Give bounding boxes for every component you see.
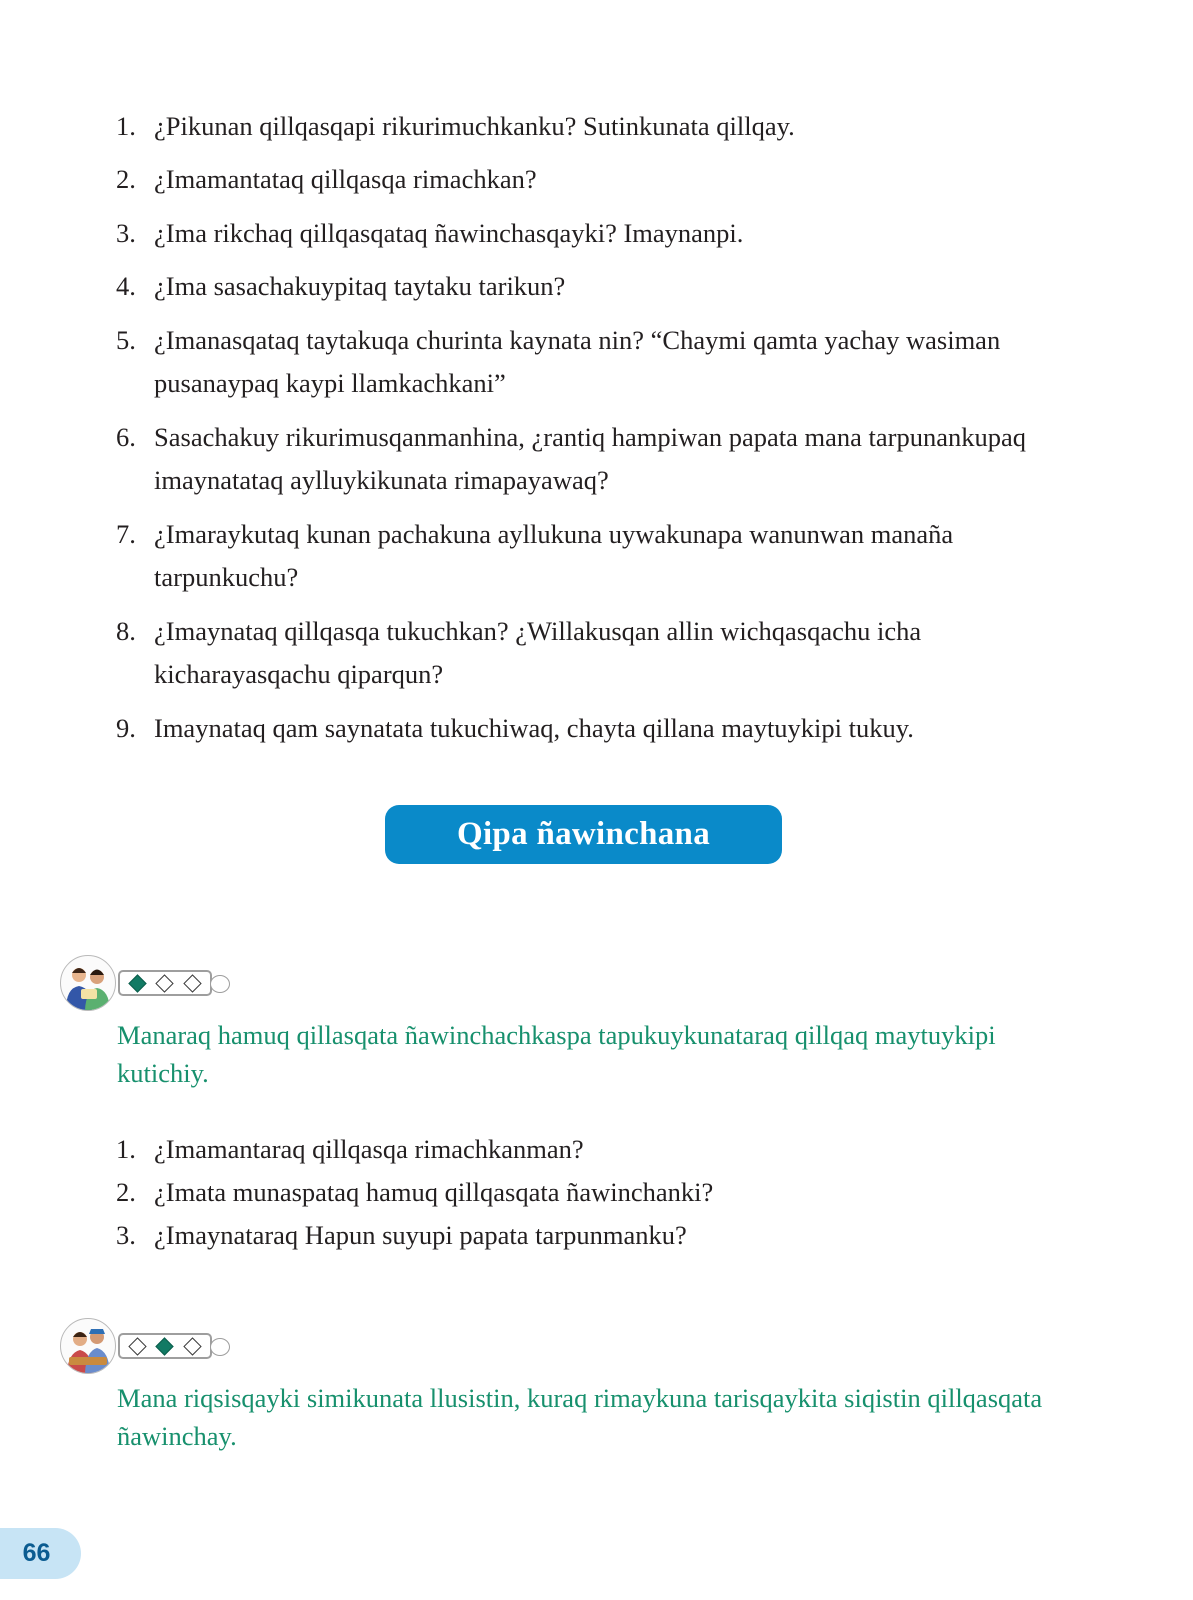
level-indicator: [118, 1333, 212, 1359]
question-item: [116, 158, 1026, 201]
question-item: [116, 513, 1026, 599]
activity-level-indicator: [60, 955, 260, 1011]
question-text: Sasachakuy rikurimusqanmanhina, ¿rantiq hampiwan papata mana tarpunankupaq imaynatataq aylluykikunata rimapayawaq?: [154, 422, 1027, 495]
question-text: ¿Imata munaspataq hamuq qillqasqata ñawinchanki?: [154, 1177, 714, 1207]
question-text: ¿Imamantataq qillqasqa rimachkan?: [154, 164, 537, 194]
activity-question: [116, 1171, 1016, 1214]
activity-level-indicator: [60, 1318, 260, 1374]
question-text: ¿Pikunan qillqasqapi rikurimuchkanku? Sutinkunata qillqay.: [154, 111, 795, 141]
page-number: 66: [0, 1528, 81, 1579]
question-number: 7.: [116, 519, 136, 549]
tag-loop-icon: [210, 975, 230, 993]
question-number: 9.: [116, 713, 136, 743]
question-item: [116, 265, 1026, 308]
question-text: ¿Imanasqataq taytakuqa churinta kaynata nin? “Chaymi qamta yachay wasiman pusanaypaq kaypi llamkachkani”: [154, 325, 1001, 398]
question-number: 2.: [116, 164, 136, 194]
students-reading-icon: [60, 1318, 116, 1374]
level-diamond-empty: [183, 974, 201, 992]
question-text: Imaynataq qam saynatata tukuchiwaq, chayta qillana maytuykipi tukuy.: [154, 713, 914, 743]
level-diamond-filled: [128, 974, 146, 992]
question-number: 1.: [116, 1134, 136, 1164]
activity-instruction: Mana riqsisqayki simikunata llusistin, kuraq rimaykuna tarisqaykita siqistin qillqasqata ñawinchay.: [117, 1383, 1043, 1451]
question-item: [116, 319, 1026, 405]
tag-loop-icon: [210, 1338, 230, 1356]
question-item: [116, 212, 1026, 255]
question-number: 5.: [116, 325, 136, 355]
question-item: [116, 105, 1026, 148]
question-text: ¿Imaynataraq Hapun suyupi papata tarpunmanku?: [154, 1220, 687, 1250]
question-number: 3.: [116, 218, 136, 248]
activity-question: [116, 1214, 1016, 1257]
level-indicator: [118, 970, 212, 996]
level-diamond-empty: [128, 1337, 146, 1355]
question-number: 2.: [116, 1177, 136, 1207]
question-item: [116, 416, 1026, 502]
level-diamond-filled: [156, 1337, 174, 1355]
question-text: ¿Imaynataq qillqasqa tukuchkan? ¿Willakusqan allin wichqasqachu icha kicharayasqachu qiparqun?: [154, 616, 922, 689]
question-number: 1.: [116, 111, 136, 141]
question-number: 6.: [116, 422, 136, 452]
level-diamond-empty: [156, 974, 174, 992]
question-text: ¿Ima sasachakuypitaq taytaku tarikun?: [154, 271, 566, 301]
question-number: 8.: [116, 616, 136, 646]
question-number: 4.: [116, 271, 136, 301]
question-text: ¿Ima rikchaq qillqasqataq ñawinchasqayki? Imaynanpi.: [154, 218, 744, 248]
two-people-working-icon: [60, 955, 116, 1011]
question-text: ¿Imamantaraq qillqasqa rimachkanman?: [154, 1134, 584, 1164]
question-item: [116, 707, 1026, 750]
question-item: [116, 610, 1026, 696]
question-text: ¿Imaraykutaq kunan pachakuna ayllukuna uywakunapa wanunwan manaña tarpunkuchu?: [154, 519, 954, 592]
activity-question: [116, 1128, 1016, 1171]
level-diamond-empty: [183, 1337, 201, 1355]
question-number: 3.: [116, 1220, 136, 1250]
section-title: Qipa ñawinchana: [385, 805, 782, 864]
activity-instruction: Manaraq hamuq qillasqata ñawinchachkaspa tapukuykunataraq qillqaq maytuykipi kutichiy.: [117, 1020, 996, 1088]
